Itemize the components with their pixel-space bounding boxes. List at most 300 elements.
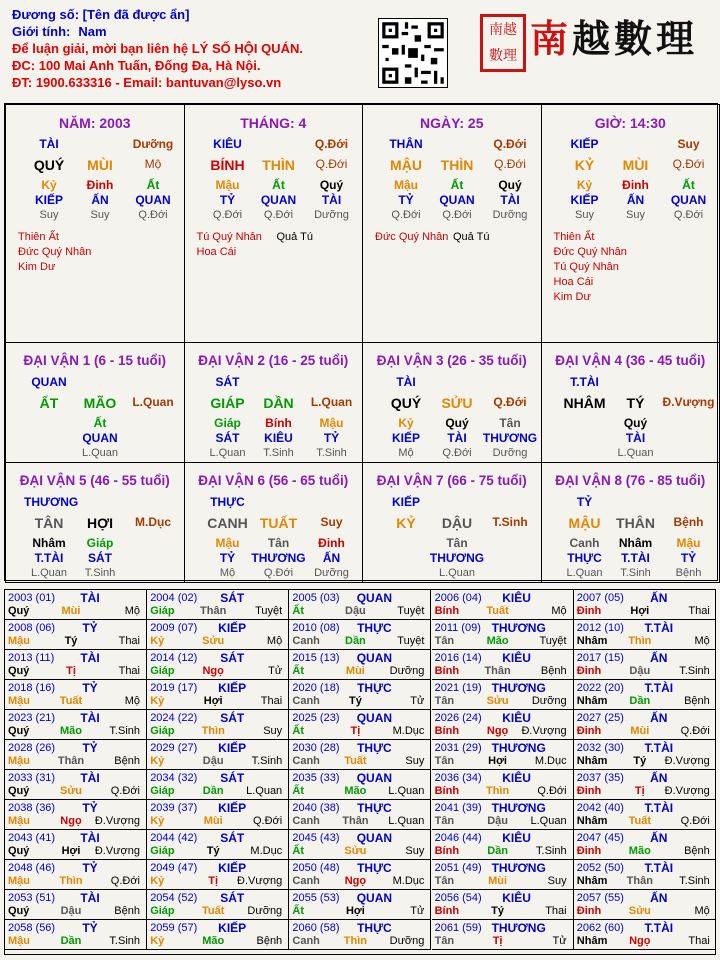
- shensha-item: Quả Tú: [453, 231, 490, 243]
- year-stem: Giáp: [150, 665, 175, 677]
- pillar-cell: Mộ: [398, 447, 414, 459]
- year-star: T.TÀI: [644, 681, 674, 695]
- year-label: 2058 (56): [8, 922, 56, 934]
- pillar-cell: THÂN: [389, 137, 423, 151]
- pillar-cell: Bính: [265, 416, 292, 430]
- year-star: THƯƠNG: [491, 621, 546, 635]
- pillar-cell: T.TÀI: [34, 551, 64, 565]
- year-cell[interactable]: [5, 740, 147, 770]
- pillar-cell: Mộ: [144, 157, 162, 171]
- year-cell[interactable]: [5, 890, 147, 920]
- pillar-cell: MẬU: [568, 515, 601, 531]
- dai-van-title: ĐẠI VẬN 3 (26 - 35 tuổi): [376, 353, 527, 368]
- pillar-cell: NHÂM: [563, 395, 606, 411]
- pillar-cell: L.Quan: [438, 567, 476, 579]
- year-phase: Đ.Vượng: [664, 785, 710, 797]
- year-branch: Ngọ: [629, 935, 651, 947]
- year-phase: Bệnh: [256, 935, 283, 947]
- year-star: ẤN: [650, 771, 668, 785]
- pillar-cell: MÙI: [87, 157, 113, 173]
- pillar-cell: Canh: [569, 536, 600, 550]
- year-branch: Mùi: [61, 605, 81, 617]
- year-star: ẤN: [650, 891, 668, 905]
- pillar-cell: L.Quan: [617, 447, 654, 459]
- year-star: TỶ: [82, 621, 98, 635]
- pillar-cell: TÝ: [626, 395, 645, 411]
- pillar-row: [6, 137, 184, 154]
- pillar-cell: Mậu: [394, 178, 418, 192]
- year-phase: L.Quan: [246, 785, 283, 797]
- year-branch: Dần: [629, 695, 651, 707]
- pillar-cell: MÙI: [622, 157, 649, 173]
- year-branch: Thìn: [628, 635, 652, 647]
- dai-van-title: ĐẠI VẬN 2 (16 - 25 tuổi): [198, 353, 349, 368]
- year-cell[interactable]: [289, 710, 431, 740]
- year-stem: Đinh: [576, 905, 602, 917]
- dai-van-2[interactable]: [184, 342, 364, 463]
- year-stem: Quý: [8, 785, 30, 797]
- pillar-cell: THỰC: [210, 495, 245, 509]
- pillar-row: [185, 375, 363, 392]
- dai-van-8[interactable]: [541, 462, 720, 583]
- year-cell[interactable]: [432, 770, 574, 800]
- year-cell[interactable]: [432, 800, 574, 830]
- year-star: THƯƠNG: [491, 921, 546, 935]
- year-phase: Thai: [688, 605, 710, 617]
- shensha-list-2: [277, 230, 314, 245]
- year-cell[interactable]: [5, 590, 147, 620]
- year-cell[interactable]: [574, 770, 716, 800]
- year-cell[interactable]: [432, 680, 574, 710]
- year-stem: Đinh: [576, 725, 602, 737]
- year-phase: Bệnh: [114, 755, 140, 767]
- pillar-cell: QUAN: [135, 193, 171, 207]
- year-label: 2017 (15): [576, 652, 624, 664]
- dai-van-4[interactable]: [541, 342, 720, 463]
- year-cell[interactable]: [289, 770, 431, 800]
- year-phase: Dưỡng: [389, 935, 425, 947]
- year-branch: Thân: [200, 605, 227, 617]
- year-phase: Bệnh: [540, 665, 567, 677]
- pillar-cell: THƯƠNG: [24, 495, 79, 509]
- year-branch: Sửu: [486, 695, 509, 707]
- pillar-cell: Giáp: [86, 536, 114, 550]
- year-cell[interactable]: [432, 740, 574, 770]
- year-stem: Đinh: [576, 785, 602, 797]
- year-phase: Tuyệt: [539, 635, 567, 647]
- year-phase: Suy: [547, 875, 567, 887]
- year-cell[interactable]: [574, 590, 716, 620]
- year-cell[interactable]: [147, 740, 289, 770]
- pillar-cell: Kỷ: [41, 178, 57, 192]
- year-stem: Ất: [292, 785, 304, 797]
- year-cell[interactable]: [147, 770, 289, 800]
- year-branch: Tý: [64, 635, 78, 647]
- year-star: KIẾP: [218, 681, 247, 695]
- year-branch: Sửu: [344, 845, 367, 857]
- year-stem: Quý: [8, 905, 30, 917]
- year-branch: Mão: [628, 845, 651, 857]
- pillar-cell: QUÝ: [33, 157, 65, 173]
- year-cell[interactable]: [289, 890, 431, 920]
- year-phase: Mộ: [124, 605, 140, 617]
- contact-line: Để luận giải, mời bạn liên hệ LÝ SỐ HỘI QUÁN.: [12, 41, 303, 56]
- year-label: 2011 (09): [434, 622, 481, 634]
- year-label: 2062 (60): [576, 922, 624, 934]
- year-branch: Thân: [484, 665, 511, 677]
- year-stem: Kỷ: [150, 635, 165, 647]
- year-star: THỰC: [357, 741, 392, 755]
- logo-char: 數: [614, 16, 657, 61]
- year-cell[interactable]: [574, 710, 716, 740]
- pillar-cell: ẤN: [91, 193, 109, 207]
- year-cell[interactable]: [147, 710, 289, 740]
- year-star: TÀI: [80, 771, 100, 785]
- year-star: SÁT: [220, 831, 245, 845]
- pillar-cell: Ất: [93, 416, 107, 430]
- year-phase: L.Quan: [388, 815, 425, 827]
- pillar-title: NGÀY: 25: [419, 115, 484, 131]
- year-cell[interactable]: [432, 620, 574, 650]
- year-label: 2042 (40): [576, 802, 624, 814]
- year-stem: Kỷ: [150, 935, 165, 947]
- year-cell[interactable]: [147, 800, 289, 830]
- year-stem: Canh: [292, 755, 320, 767]
- pillar-row: [6, 447, 184, 463]
- pillar-row: [185, 137, 363, 154]
- pillar-row: [363, 209, 541, 226]
- pillar-cell: TÀI: [500, 193, 520, 207]
- pillar-cell: Mậu: [215, 178, 240, 192]
- year-branch: Tị: [208, 875, 219, 887]
- year-stem: Tân: [434, 815, 455, 827]
- year-cell[interactable]: [432, 650, 574, 680]
- pillar-cell: Suy: [626, 209, 645, 221]
- year-star: KIÊU: [502, 711, 531, 725]
- year-label: 2033 (31): [8, 772, 56, 784]
- year-phase: Q.Đới: [252, 815, 283, 827]
- shensha-list: [18, 230, 91, 275]
- dai-van-6[interactable]: [184, 462, 364, 583]
- year-star: SÁT: [220, 891, 245, 905]
- year-star: QUAN: [356, 771, 393, 785]
- pillar-cell: Đinh: [622, 178, 649, 192]
- pillar-row: [542, 431, 720, 448]
- year-branch: Thân: [626, 875, 653, 887]
- year-stem: Tân: [434, 875, 455, 887]
- pillar-title: NĂM: 2003: [58, 115, 131, 131]
- year-cell[interactable]: [147, 680, 289, 710]
- pillar-cell: Kỷ: [398, 416, 414, 430]
- year-cell[interactable]: [432, 590, 574, 620]
- year-branch: Hợi: [203, 695, 223, 707]
- pillar-cell: DẬU: [441, 515, 473, 531]
- year-stem: Nhâm: [576, 695, 608, 707]
- year-label: 2025 (23): [292, 712, 340, 724]
- pillar-cell: Đinh: [318, 536, 345, 550]
- year-branch: Dần: [60, 935, 82, 947]
- year-label: 2006 (04): [434, 592, 482, 604]
- year-stem: Bính: [434, 905, 460, 917]
- year-cell[interactable]: [289, 860, 431, 890]
- pillar-cell: QUAN: [260, 193, 297, 207]
- year-phase: T.Sinh: [109, 935, 140, 947]
- year-cell[interactable]: [5, 620, 147, 650]
- year-branch: Thân: [342, 815, 369, 827]
- year-branch: Tị: [350, 725, 361, 737]
- year-cell[interactable]: [147, 650, 289, 680]
- year-label: 2016 (14): [434, 652, 482, 664]
- year-phase: Tử: [410, 695, 425, 707]
- year-label: 2053 (51): [8, 892, 56, 904]
- year-label: 2059 (57): [150, 922, 198, 934]
- year-star: KIẾP: [218, 801, 247, 815]
- year-label: 2018 (16): [8, 682, 56, 694]
- pillar-cell: MẬU: [390, 157, 422, 173]
- pillar-cell: SÁT: [215, 431, 240, 445]
- year-label: 2057 (55): [576, 892, 624, 904]
- year-cell[interactable]: [574, 920, 716, 950]
- year-phase: Mộ: [124, 695, 140, 707]
- year-branch: Mùi: [488, 875, 508, 887]
- year-phase: Bệnh: [114, 905, 140, 917]
- year-phase: M.Dục: [392, 875, 425, 887]
- year-phase: Thai: [260, 695, 283, 707]
- pillar-cell: Suy: [39, 209, 59, 221]
- year-label: 2014 (12): [150, 652, 198, 664]
- year-branch: Tý: [491, 905, 505, 917]
- year-cell[interactable]: [289, 680, 431, 710]
- pillar-row: [363, 447, 541, 463]
- year-cell[interactable]: [574, 740, 716, 770]
- pillar-row: [542, 495, 720, 512]
- year-cell[interactable]: [5, 920, 147, 950]
- pillar-cell: TÂN: [34, 515, 64, 531]
- year-cell[interactable]: [289, 740, 431, 770]
- shensha-item: Đức Quý Nhân: [375, 231, 449, 243]
- shensha-item: Tú Quý Nhân: [553, 261, 619, 273]
- year-cell[interactable]: [5, 710, 147, 740]
- year-cell[interactable]: [289, 650, 431, 680]
- year-phase: Dưỡng: [531, 695, 567, 707]
- year-label: 2047 (45): [576, 832, 624, 844]
- year-cell[interactable]: [432, 710, 574, 740]
- year-stem: Bính: [434, 725, 460, 737]
- year-label: 2048 (46): [8, 862, 56, 874]
- year-cell[interactable]: [5, 860, 147, 890]
- year-stem: Bính: [434, 665, 460, 677]
- year-stem: Đinh: [576, 605, 602, 617]
- dai-van-5[interactable]: [5, 462, 185, 583]
- dai-van-main: [185, 395, 363, 412]
- year-cell[interactable]: [432, 920, 574, 950]
- year-cell[interactable]: [289, 800, 431, 830]
- year-label: 2032 (30): [576, 742, 624, 754]
- qr-code-icon[interactable]: [378, 18, 448, 88]
- year-cell[interactable]: [574, 680, 716, 710]
- pillar-cell: Q.Đới: [673, 209, 704, 221]
- year-cell[interactable]: [574, 890, 716, 920]
- year-label: 2027 (25): [576, 712, 624, 724]
- year-stem: Ất: [292, 845, 304, 857]
- year-star: KIẾP: [218, 861, 247, 875]
- dai-van-main: [542, 515, 720, 532]
- pillar-cell: THƯƠNG: [429, 551, 485, 565]
- year-phase: Thai: [688, 935, 710, 947]
- pillar-cell: ẤT: [39, 395, 59, 411]
- owner-info: [12, 6, 303, 91]
- year-label: 2041 (39): [434, 802, 482, 814]
- year-cell[interactable]: [5, 800, 147, 830]
- year-cell[interactable]: [289, 920, 431, 950]
- year-cell[interactable]: [5, 650, 147, 680]
- pillar-cell: TÀI: [39, 137, 59, 151]
- year-star: SÁT: [220, 651, 245, 665]
- year-stem: Giáp: [150, 725, 175, 737]
- pillar-cell: QUAN: [670, 193, 707, 207]
- logo-char: 越: [572, 16, 615, 61]
- year-cell[interactable]: [574, 800, 716, 830]
- year-cell[interactable]: [147, 860, 289, 890]
- year-star: THỰC: [357, 921, 392, 935]
- pillar-main-row: [185, 157, 363, 174]
- year-phase: Suy: [405, 845, 425, 857]
- pillar-cell: TÀI: [447, 431, 467, 445]
- year-stem: Giáp: [150, 845, 175, 857]
- year-phase: M.Dục: [534, 755, 567, 767]
- year-label: 2049 (47): [150, 862, 198, 874]
- year-cell[interactable]: [147, 830, 289, 860]
- year-stem: Bính: [434, 845, 460, 857]
- gender-label: Giới tính:: [12, 24, 71, 39]
- year-cell[interactable]: [289, 830, 431, 860]
- year-branch: Ngọ: [202, 665, 224, 677]
- year-branch: Dần: [487, 845, 508, 857]
- dai-van-7[interactable]: [362, 462, 542, 583]
- pillar-cell: CANH: [207, 515, 248, 531]
- year-label: 2060 (58): [292, 922, 340, 934]
- year-stem: Kỷ: [150, 815, 165, 827]
- year-branch: Sửu: [202, 635, 225, 647]
- pillar-cell: KIẾP: [570, 193, 599, 207]
- dai-van-3[interactable]: [362, 342, 542, 463]
- year-cell[interactable]: [147, 890, 289, 920]
- year-star: TÀI: [80, 831, 100, 845]
- year-branch: Mão: [344, 785, 367, 797]
- year-label: 2029 (27): [150, 742, 198, 754]
- year-cell[interactable]: [5, 680, 147, 710]
- year-phase: T.Sinh: [251, 755, 283, 767]
- year-label: 2052 (50): [576, 862, 624, 874]
- year-stem: Mậu: [8, 695, 30, 707]
- annual-luck-grid: [4, 589, 716, 955]
- year-star: TÀI: [80, 651, 100, 665]
- year-label: 2021 (19): [434, 682, 482, 694]
- year-phase: M.Dục: [250, 845, 283, 857]
- year-cell[interactable]: [574, 650, 716, 680]
- year-label: 2026 (24): [434, 712, 482, 724]
- year-cell[interactable]: [5, 830, 147, 860]
- phone-email-line[interactable]: ĐT: 1900.633316 - Email: bantuvan@lyso.vn: [12, 75, 282, 90]
- pillar-cell: Mộ: [219, 567, 236, 579]
- year-label: 2040 (38): [292, 802, 340, 814]
- chart-top-grid: [4, 103, 718, 581]
- year-phase: Q.Đới: [110, 785, 140, 797]
- year-phase: Dưỡng: [247, 905, 283, 917]
- year-cell[interactable]: [5, 770, 147, 800]
- pillar-cell: T.TÀI: [570, 375, 599, 389]
- year-star: THỰC: [357, 801, 392, 815]
- pillar-cell: Q.Đới: [391, 209, 421, 221]
- year-cell[interactable]: [147, 590, 289, 620]
- year-label: 2054 (52): [150, 892, 198, 904]
- year-phase: Suy: [405, 755, 425, 767]
- pillar-cell: Suy: [575, 209, 594, 221]
- year-branch: Thìn: [59, 875, 83, 887]
- year-cell[interactable]: [289, 620, 431, 650]
- pillar-cell: Suy: [90, 209, 110, 221]
- year-stem: Bính: [434, 785, 460, 797]
- year-cell[interactable]: [574, 830, 716, 860]
- pillar-cell: L.Quan: [132, 395, 174, 409]
- year-cell[interactable]: [432, 860, 574, 890]
- year-branch: Tị: [634, 785, 645, 797]
- year-cell[interactable]: [574, 860, 716, 890]
- year-label: 2012 (10): [576, 622, 624, 634]
- year-cell[interactable]: [147, 620, 289, 650]
- year-cell[interactable]: [289, 590, 431, 620]
- year-cell[interactable]: [432, 890, 574, 920]
- address-line: ĐC: 100 Mai Anh Tuấn, Đống Đa, Hà Nội.: [12, 58, 261, 73]
- year-star: KIẾP: [218, 921, 247, 935]
- pillar-cell: TỶ: [398, 193, 414, 207]
- year-branch: Dậu: [202, 755, 224, 767]
- dai-van-title: ĐẠI VẬN 7 (66 - 75 tuổi): [376, 473, 527, 488]
- pillar-cell: Mậu: [215, 536, 240, 550]
- year-cell[interactable]: [432, 830, 574, 860]
- year-phase: Đ.Vượng: [664, 755, 710, 767]
- shensha-item: Thiên Ất: [553, 231, 595, 243]
- year-branch: Dần: [345, 635, 366, 647]
- pillar-cell: KIẾP: [34, 193, 63, 207]
- dai-van-main: [363, 515, 541, 532]
- year-branch: Tý: [206, 845, 220, 857]
- year-star: KIÊU: [502, 831, 531, 845]
- pillar-row: [6, 551, 184, 568]
- year-cell[interactable]: [574, 620, 716, 650]
- year-branch: Mùi: [630, 725, 650, 737]
- pillar-main-row: [542, 157, 720, 174]
- pillar-cell: Tân: [267, 536, 290, 550]
- year-phase: Tử: [410, 905, 425, 917]
- year-label: 2013 (11): [8, 652, 55, 664]
- pillar-cell: Ất: [272, 178, 285, 192]
- dai-van-1[interactable]: [5, 342, 185, 463]
- year-phase: Mộ: [694, 635, 710, 647]
- year-label: 2030 (28): [292, 742, 340, 754]
- pillar-title: THÁNG: 4: [240, 115, 307, 131]
- pillar-cell: Đ.Vượng: [662, 395, 715, 409]
- dai-van-main: [6, 395, 184, 412]
- pillar-row: [185, 567, 363, 583]
- pillar-main-row: [6, 157, 184, 174]
- year-label: 2024 (22): [150, 712, 198, 724]
- year-cell[interactable]: [147, 920, 289, 950]
- year-star: T.TÀI: [644, 741, 674, 755]
- shensha-item: Tú Quý Nhân: [196, 231, 262, 243]
- pillar-cell: GIÁP: [210, 395, 245, 411]
- gender-line: [12, 23, 303, 40]
